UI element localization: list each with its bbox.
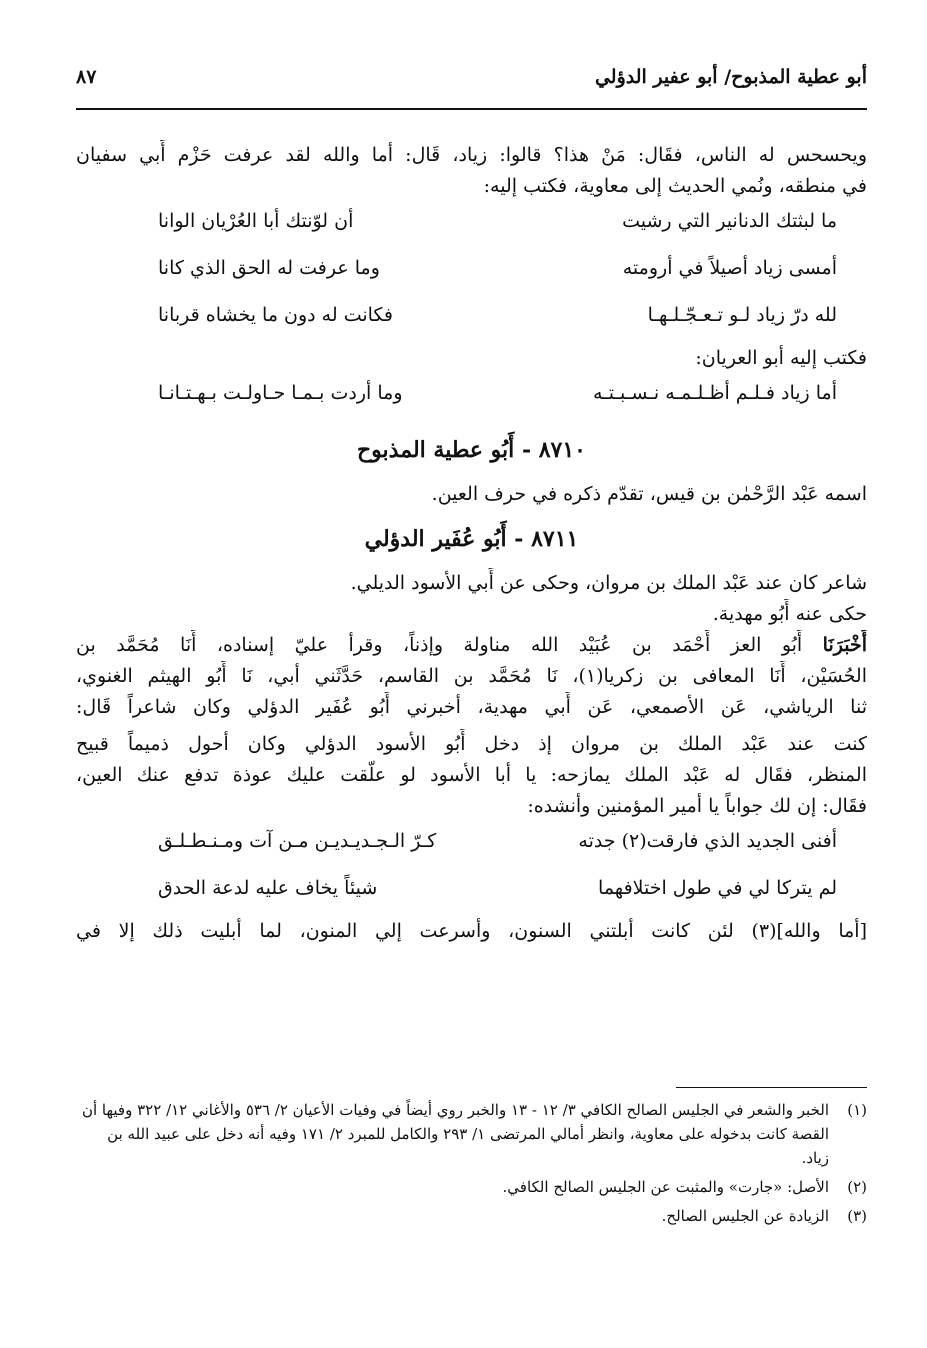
text-line: كنت عند عَبْد الملك بن مروان إذ دخل أَبُو الأسود الدؤلي وكان أحول ذميماً قبيح (76, 733, 867, 755)
footnote-number: (١) (847, 1101, 867, 1119)
verse-second-hemistich: أن لوّنتك أبا العُرْيان الوانا (158, 210, 354, 232)
verse-first-hemistich: ما لبثتك الدنانير التي رشيت (622, 210, 837, 232)
footnote (76, 1204, 867, 1228)
text-line: ويحسحس له الناس، فقَال: مَنْ هذا؟ قالوا: زياد، قَال: أما والله لقد عرفت حَزْم أَبي سفيان (76, 144, 867, 166)
entry-heading: ٨٧١١ - أَبُو عُفَير الدؤلي (364, 526, 579, 552)
poem-verse (76, 374, 867, 421)
poem-verse (76, 822, 867, 869)
header-divider (76, 108, 867, 110)
footnote-divider (676, 1087, 867, 1088)
isnad-lead-word: أَخْبَرَنَا (822, 634, 867, 656)
text-line: شاعر كان عند عَبْد الملك بن مروان، وحكى عن أَبي الأسود الديلي. (350, 572, 867, 594)
isnad-line (76, 630, 867, 661)
verse-second-hemistich: وما عرفت له الحق الذي كانا (158, 257, 380, 279)
verse-first-hemistich: لم يتركا لي في طول اختلافهما (598, 877, 837, 899)
footnote (76, 1098, 867, 1170)
main-text (76, 140, 867, 947)
verse-second-hemistich: فكانت له دون ما يخشاه قربانا (158, 304, 394, 326)
verse-second-hemistich: شيئاً يخاف عليه لدعة الحدق (158, 877, 378, 899)
footnotes (76, 1098, 867, 1233)
footnote (76, 1175, 867, 1199)
text-line: الحُسَيْن، أَنَا المعافى بن زكريا(١)، نَا مُحَمَّد بن القاسم، حَدَّثَني أبي، نَا أَبُو الهيثم الغنوي، (76, 665, 867, 687)
footnote-text: الزيادة عن الجليس الصالح. (661, 1207, 829, 1225)
verse-first-hemistich: لله درّ زياد لـو تـعـجّـلـهـا (647, 304, 837, 326)
text-line: ثنا الرياشي، عَن الأصمعي، عَن أَبي مهدية، أخبرني أَبُو عُفَير الدؤلي وكان شاعراً قَال: (76, 696, 867, 718)
verse-second-hemistich: كـرّ الـجـديـديـن مـن آت ومـنـطـلـق (158, 830, 437, 852)
text-line: اسمه عَبْد الرَّحْمٰن بن قيس، تقدّم ذكره في حرف العين. (431, 483, 867, 505)
footnote-number: (٢) (847, 1178, 867, 1196)
verse-first-hemistich: أمسى زياد أصيلاً في أرومته (622, 257, 837, 279)
running-title: أبو عطية المذبوح/ أبو عفير الدؤلي (594, 66, 867, 88)
verse-second-hemistich: وما أردت بـمـا حـاولـت بـهـتـانـا (158, 382, 403, 404)
page-number: ٨٧ (76, 66, 97, 88)
poem-verse (76, 202, 867, 249)
text-line: في منطقه، ونُمي الحديث إلى معاوية، فكتب إليه: (483, 175, 867, 197)
verse-first-hemistich: أما زياد فـلـم أظـلـمـه نـسـبـتـه (593, 382, 837, 404)
running-header (76, 62, 867, 102)
isnad-text: أَبُو العز أَحْمَد بن عُبَيْد الله مناولة وإذناً، وقرأ عليّ إسناده، أَنَا مُحَمَّد بن (76, 634, 803, 656)
poem-verse (76, 296, 867, 343)
text-line: فكتب إليه أبو العريان: (695, 347, 867, 369)
entry-heading: ٨٧١٠ - أَبُو عطية المذبوح (356, 437, 586, 463)
footnote-text: الخبر والشعر في الجليس الصالح الكافي ٣/ ١٢ - ١٣ والخبر روي أيضاً في وفيات الأعيان ٢/ ٥٣٦ والأغاني ١٢/ ٣٢٢ وفيها أن القصة كانت بدخوله على معاوية، وانظر أمالي المرتضى ١/ ٢٩٣ والكامل للمبرد ٢/ ١٧١ وفيه أنه دخل على عبيد الله بن زياد. (81, 1101, 829, 1167)
footnote-number: (٣) (847, 1207, 867, 1225)
poem-verse (76, 249, 867, 296)
text-line: فقَال: إن لك جواباً يا أمير المؤمنين وأنشده: (527, 795, 867, 817)
poem-verse (76, 869, 867, 916)
text-line: المنظر، فقَال له عَبْد الملك يمازحه: يا أبا الأسود لو علّقت عليك عوذة تدفع عنك العين، (76, 764, 867, 786)
text-line: [أما والله](٣) لئن كانت أبلتني السنون، وأسرعت إلي المنون، لما أبليت ذلك إلا في (76, 920, 867, 942)
text-line: حكى عنه أَبُو مهدية. (712, 603, 867, 625)
verse-first-hemistich: أفنى الجديد الذي فارقت(٢) جدته (578, 830, 837, 852)
footnote-text: الأصل: «جارت» والمثبت عن الجليس الصالح الكافي. (502, 1178, 829, 1196)
